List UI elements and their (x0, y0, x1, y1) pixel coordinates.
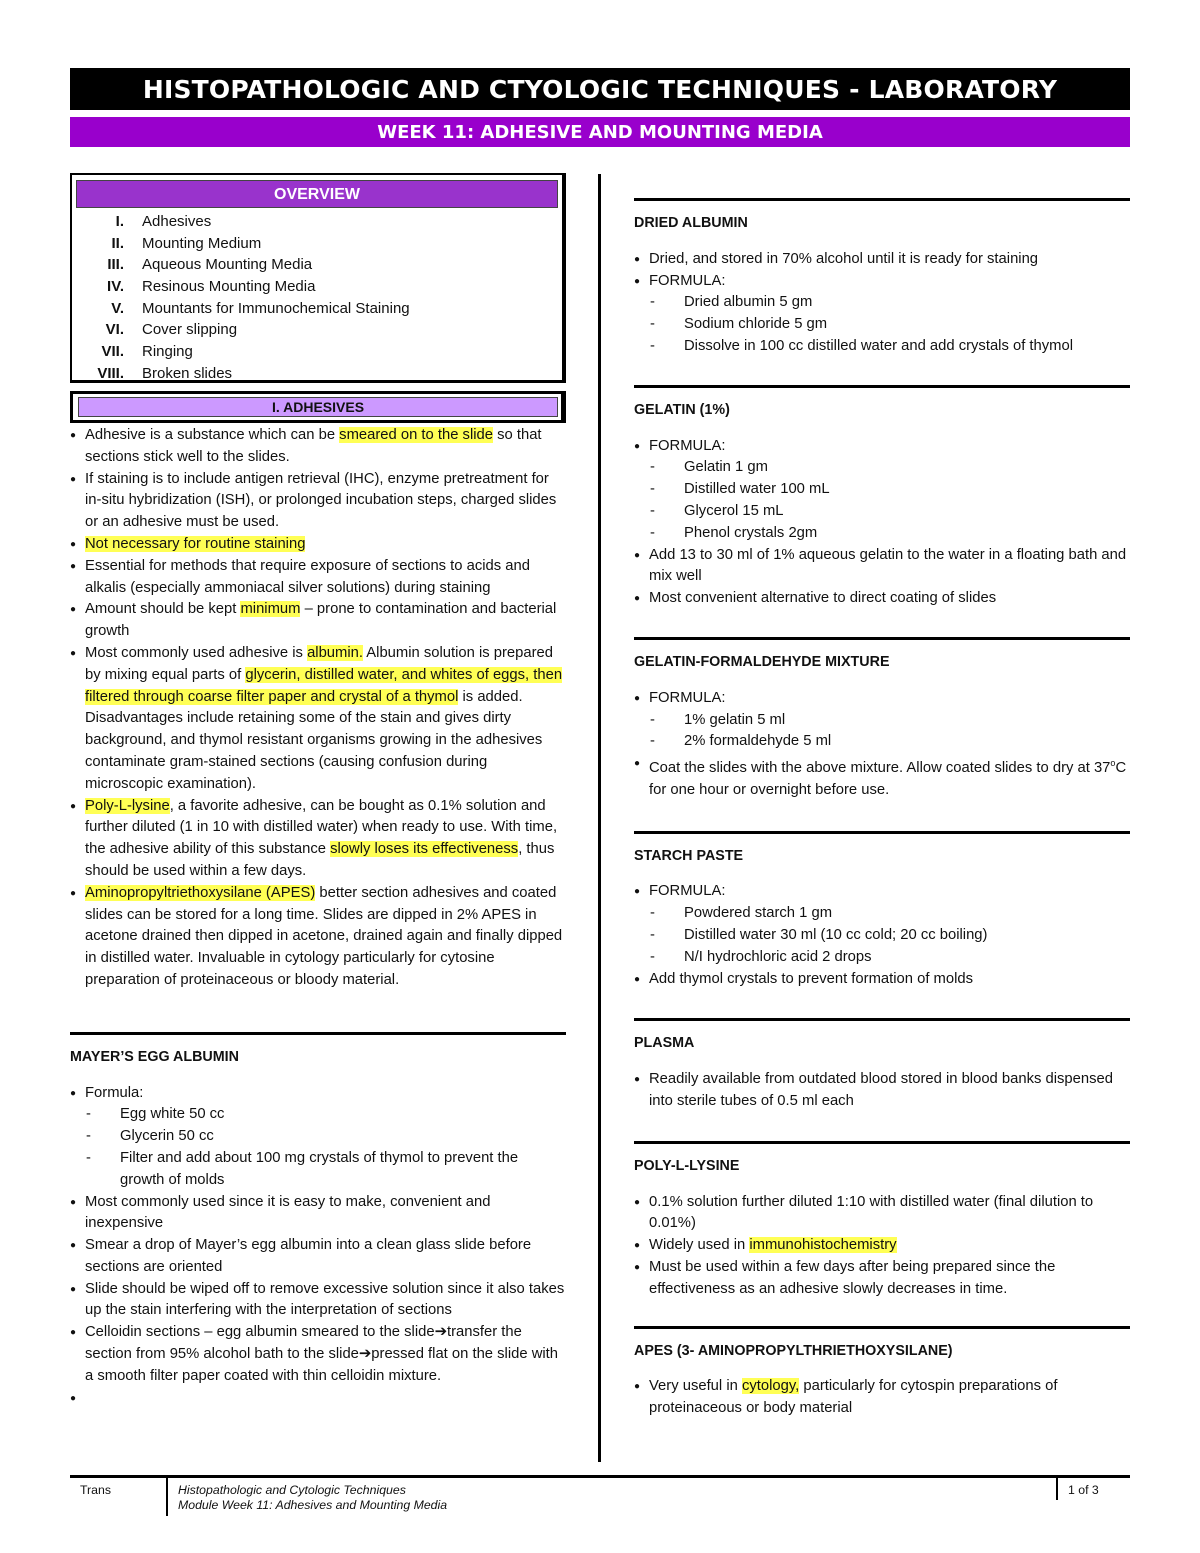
overview-item (72, 319, 562, 341)
list-item: ● Readily available from outdated blood stored in blood banks dispensed into sterile tubes of 0.5 ml each (634, 1069, 1130, 1113)
list-item: - Phenol crystals 2gm (634, 523, 1130, 545)
list-item: - Filter and add about 100 mg crystals of thymol to prevent the growth of molds (70, 1148, 566, 1192)
dried-albumin-heading: DRIED ALBUMIN (634, 198, 1130, 235)
list-item: ● Amount should be kept minimum – prone to contamination and bacterial growth (70, 599, 566, 643)
list-item: ● Add thymol crystals to prevent formation of molds (634, 969, 1130, 991)
overview-item (72, 363, 562, 385)
left-column (70, 425, 566, 1409)
list-item: ● Most commonly used since it is easy to make, convenient and inexpensive (70, 1192, 566, 1236)
gelatin-formaldehyde-heading: GELATIN-FORMALDEHYDE MIXTURE (634, 637, 1130, 674)
overview-box (70, 173, 566, 383)
list-item: - Dissolve in 100 cc distilled water and add crystals of thymol (634, 336, 1130, 358)
list-item: ● FORMULA: (634, 688, 1130, 710)
overview-num: IV. (107, 278, 124, 296)
overview-label: Adhesives (142, 213, 212, 230)
empty-list-item (70, 1388, 566, 1410)
overview-label: Broken slides (142, 364, 233, 382)
list-item: ● Smear a drop of Mayer’s egg albumin into a clean glass slide before sections are oriented (70, 1235, 566, 1279)
overview-num: VII. (101, 343, 124, 361)
list-item: - Powdered starch 1 gm (634, 903, 1130, 925)
week-title: WEEK 11: ADHESIVE AND MOUNTING MEDIA (70, 117, 1130, 147)
overview-heading: OVERVIEW (76, 180, 558, 208)
list-item: - Dried albumin 5 gm (634, 292, 1130, 314)
footer-course: Histopathologic and Cytologic Techniques (178, 1483, 406, 1497)
overview-item (72, 341, 562, 363)
overview-list (72, 211, 562, 385)
overview-item (72, 233, 562, 255)
list-item: - Distilled water 30 ml (10 cc cold; 20 cc boiling) (634, 925, 1130, 947)
poly-l-lysine-heading: POLY-L-LYSINE (634, 1141, 1130, 1178)
page-footer (70, 1475, 1130, 1515)
column-divider (598, 174, 601, 1462)
starch-paste-heading: STARCH PASTE (634, 831, 1130, 868)
footer-trans: Trans (80, 1483, 111, 1497)
list-item: ● FORMULA: (634, 436, 1130, 458)
adhesives-heading: I. ADHESIVES (78, 397, 558, 417)
list-item: ● Formula: (70, 1083, 566, 1105)
overview-item (72, 298, 562, 320)
overview-num: II. (111, 234, 124, 252)
overview-label: Resinous Mounting Media (142, 278, 316, 296)
list-item: - Gelatin 1 gm (634, 457, 1130, 479)
list-item: ● Celloidin sections – egg albumin smeared to the slide➔transfer the section from 95% alcohol bath to the slide➔pressed flat on the slide with a smooth filter paper coated with thin celloidin mixture. (70, 1322, 566, 1387)
list-item: - Sodium chloride 5 gm (634, 314, 1130, 336)
overview-item (72, 276, 562, 298)
page-number: 1 of 3 (1068, 1483, 1099, 1497)
footer-module-title: Module Week 11: Adhesives and Mounting Media (178, 1498, 448, 1512)
footer-module (178, 1483, 447, 1513)
list-item: ● FORMULA: (634, 271, 1130, 293)
overview-label: Cover slipping (142, 321, 238, 339)
overview-label: Mounting Medium (142, 234, 262, 252)
overview-item (72, 254, 562, 276)
list-item: ● Not necessary for routine staining (70, 534, 566, 556)
overview-label: Aqueous Mounting Media (142, 256, 313, 274)
list-item: - Glycerin 50 cc (70, 1126, 566, 1148)
list-item: ● 0.1% solution further diluted 1:10 with distilled water (final dilution to 0.01%) (634, 1192, 1130, 1236)
list-item: ● Must be used within a few days after being prepared since the effectiveness as an adhesive slowly decreases in time. (634, 1257, 1130, 1301)
gelatin-heading: GELATIN (1%) (634, 385, 1130, 422)
list-item: ● Slide should be wiped off to remove excessive solution since it also takes up the stain interfering with the interpretation of sections (70, 1279, 566, 1323)
list-item: ● Dried, and stored in 70% alcohol until it is ready for staining (634, 249, 1130, 271)
overview-item (72, 211, 562, 233)
overview-label: Ringing (142, 343, 193, 361)
list-item: ● Coat the slides with the above mixture. Allow coated slides to dry at 37$^o$C for one hour or overnight before use. (634, 753, 1130, 802)
footer-divider (166, 1478, 168, 1516)
adhesives-section-bar (70, 391, 566, 423)
list-item: ● Aminopropyltriethoxysilane (APES) better section adhesives and coated slides can be stored for a long time. Slides are dipped in 2% APES in acetone drained then dipped in acetone, drained again and finally dipped in distilled water. Invaluable in cytology particularly for cytosine preparation of proteinaceous or bloody material. (70, 883, 566, 992)
list-item: - Distilled water 100 mL (634, 479, 1130, 501)
list-item: - Egg white 50 cc (70, 1104, 566, 1126)
overview-num: VIII. (97, 364, 124, 382)
footer-divider (1056, 1478, 1058, 1500)
list-item: ● Adhesive is a substance which can be smeared on to the slide so that sections stick well to the slides. (70, 425, 566, 469)
list-item: ● Most convenient alternative to direct coating of slides (634, 588, 1130, 610)
mayer-heading: MAYER’S EGG ALBUMIN (70, 1032, 566, 1069)
overview-num: V. (111, 299, 124, 317)
list-item: ● Widely used in immunohistochemistry (634, 1235, 1130, 1257)
right-column (634, 198, 1130, 1420)
list-item: ● If staining is to include antigen retrieval (IHC), enzyme pretreatment for in-situ hybridization (ISH), or prolonged incubation steps, charged slides or an adhesive must be used. (70, 469, 566, 534)
plasma-heading: PLASMA (634, 1018, 1130, 1055)
list-item: - 1% gelatin 5 ml (634, 710, 1130, 732)
list-item: ● Very useful in cytology, particularly for cytospin preparations of proteinaceous or body material (634, 1376, 1130, 1420)
list-item: - 2% formaldehyde 5 ml (634, 731, 1130, 753)
list-item: ● FORMULA: (634, 881, 1130, 903)
overview-label: Mountants for Immunochemical Staining (142, 299, 410, 317)
overview-num: I. (115, 213, 124, 230)
list-item: ● Essential for methods that require exposure of sections to acids and alkalis (especially ammoniacal silver solutions) during staining (70, 556, 566, 600)
apes-heading: APES (3- AMINOPROPYLTHRIETHOXYSILANE) (634, 1326, 1130, 1363)
list-item: - N/I hydrochloric acid 2 drops (634, 947, 1130, 969)
list-item: ● Poly-L-lysine, a favorite adhesive, can be bought as 0.1% solution and further diluted (1 in 10 with distilled water) when ready to use. With time, the adhesive ability of this substance slowly loses its effectiveness, thus should be used within a few days. (70, 796, 566, 883)
list-item: ● Most commonly used adhesive is albumin. Albumin solution is prepared by mixing equal parts of glycerin, distilled water, and whites of eggs, then filtered through coarse filter paper and crystal of a thymol is added. Disadvantages include retaining some of the stain and gives dirty background, and thymol resistant organisms growing in the adhesives contaminate gram-stained sections (causing confusion during microscopic examination). (70, 643, 566, 796)
document-title: HISTOPATHOLOGIC AND CTYOLOGIC TECHNIQUES - LABORATORY (70, 68, 1130, 110)
list-item: ● Add 13 to 30 ml of 1% aqueous gelatin to the water in a floating bath and mix well (634, 545, 1130, 589)
list-item: - Glycerol 15 mL (634, 501, 1130, 523)
overview-num: VI. (105, 321, 124, 339)
overview-num: III. (107, 256, 124, 274)
